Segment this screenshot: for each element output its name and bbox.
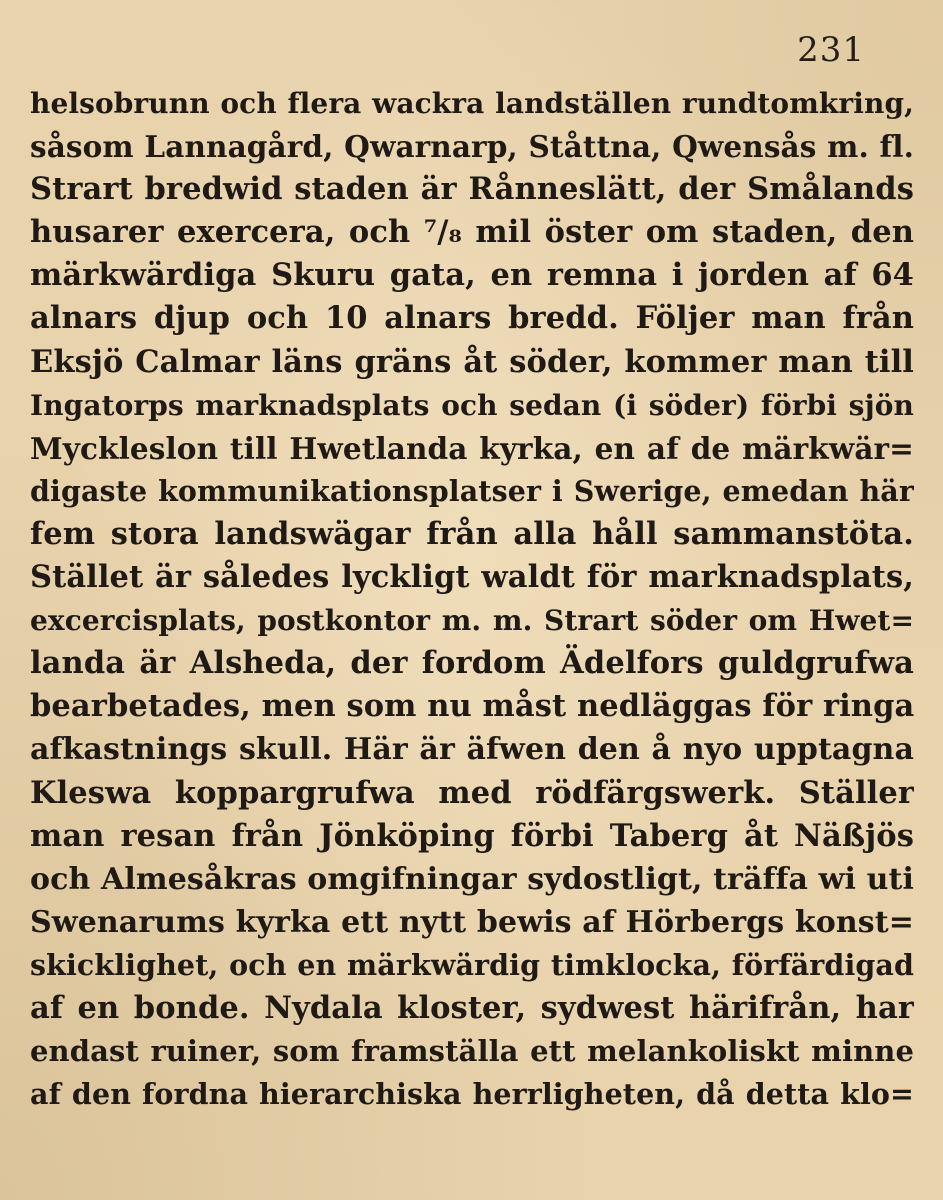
text-line: Stället är således lyckligt waldt för marknadsplats, bbox=[30, 559, 914, 596]
text-line: endast ruiner, som framställa ett melankoliskt minne bbox=[30, 1034, 914, 1069]
text-line: digaste kommunikationsplatser i Swerige, emedan här bbox=[30, 473, 914, 508]
text-line: Myckleslon till Hwetlanda kyrka, en af de märkwär= bbox=[30, 430, 914, 466]
text-line: afkastnings skull. Här är äfwen den å nyo upptagna bbox=[30, 732, 914, 768]
text-line: Swenarums kyrka ett nytt bewis af Hörbergs konst= bbox=[30, 904, 914, 940]
body-text bbox=[30, 82, 914, 1116]
text-line: af den fordna hierarchiska herrligheten, då detta klo= bbox=[30, 1077, 914, 1112]
text-line: alnars djup och 10 alnars bredd. Följer man från bbox=[30, 300, 914, 337]
text-line: Ingatorps marknadsplats och sedan (i söder) förbi sjön bbox=[30, 388, 914, 422]
page-number: 231 bbox=[797, 30, 865, 70]
text-line: märkwärdiga Skuru gata, en remna i jorden af 64 bbox=[30, 257, 914, 294]
text-line: husarer exercera, och ⁷/₈ mil öster om staden, den bbox=[30, 214, 914, 251]
text-line: såsom Lannagård, Qwarnarp, Ståttna, Qwensås m. fl. bbox=[30, 129, 914, 165]
text-line: Strart bredwid staden är Rånneslätt, der Smålands bbox=[30, 171, 914, 208]
text-line: helsobrunn och flera wackra landställen rundtomkring, bbox=[30, 87, 914, 120]
text-line: man resan från Jönköping förbi Taberg åt Näßjös bbox=[30, 817, 914, 854]
text-line: bearbetades, men som nu måst nedläggas för ringa bbox=[30, 688, 914, 725]
text-line: skicklighet, och en märkwärdig timklocka, förfärdigad bbox=[30, 947, 914, 982]
text-line: af en bonde. Nydala kloster, sydwest härifrån, har bbox=[30, 989, 914, 1026]
text-line: och Almesåkras omgifningar sydostligt, träffa wi uti bbox=[30, 861, 914, 897]
text-line: fem stora landswägar från alla håll sammanstöta. bbox=[30, 515, 914, 552]
text-line: Eksjö Calmar läns gräns åt söder, kommer man till bbox=[30, 343, 914, 380]
text-line: landa är Alsheda, der fordom Ädelfors guldgrufwa bbox=[30, 645, 914, 682]
text-line: excercisplats, postkontor m. m. Strart söder om Hwet= bbox=[30, 604, 914, 638]
text-line: Kleswa koppargrufwa med rödfärgswerk. Ställer bbox=[30, 774, 914, 811]
